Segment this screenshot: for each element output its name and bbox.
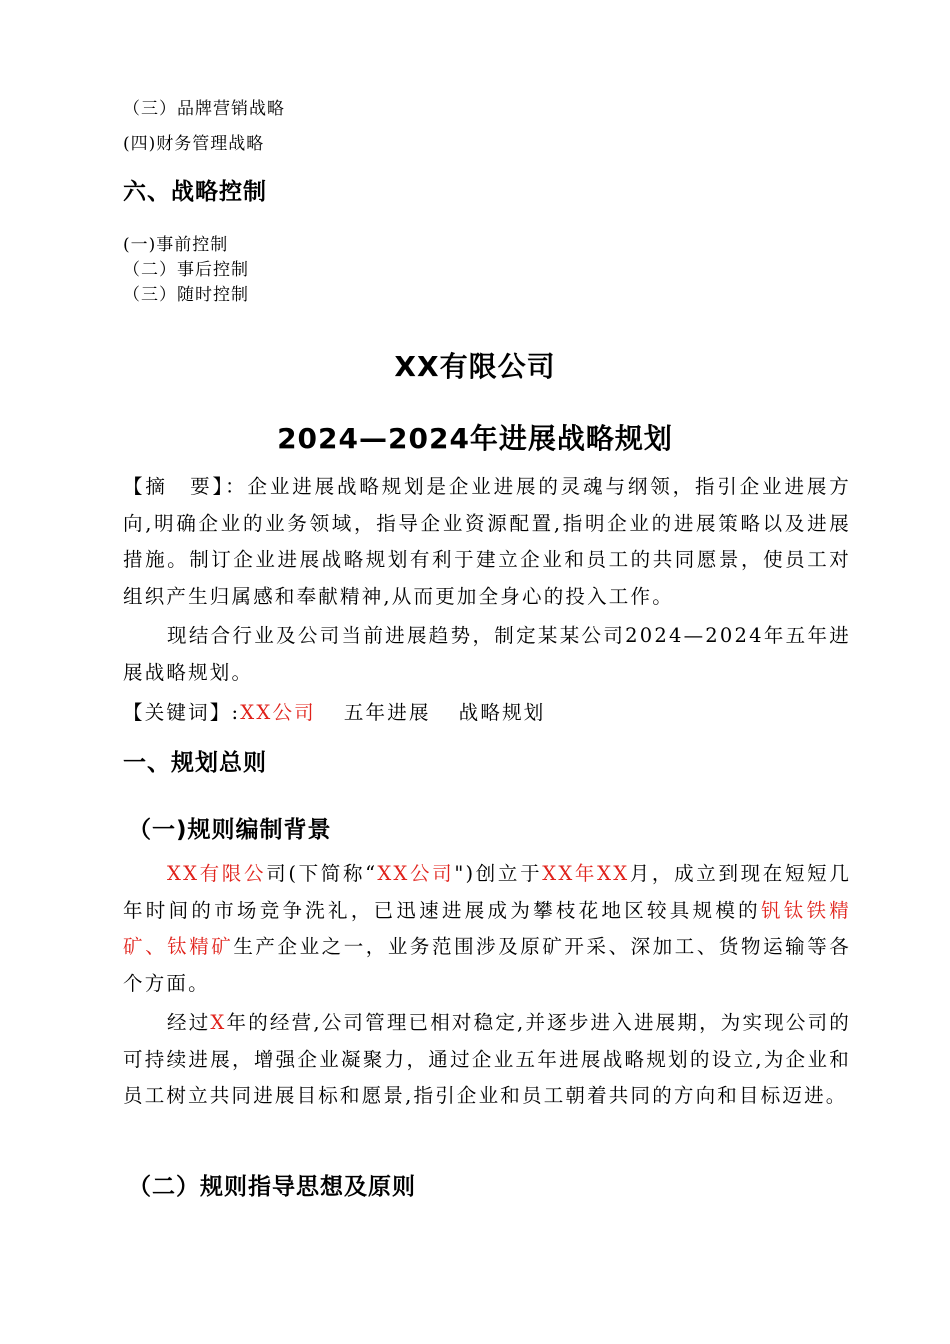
keyword-company: XX公司: [240, 701, 316, 724]
background-text-3: 月，成立到现在短短几年时间的市场竞争洗礼，已迅速进展成为攀枝花地区较具规模的: [123, 862, 852, 922]
control-item-pre: (一)事前控制: [123, 235, 229, 255]
abstract-label: 【摘 要】：: [123, 475, 248, 498]
product-names: 钒钛铁精矿、钛精矿: [123, 898, 851, 958]
control-item-post: （二）事后控制: [123, 260, 249, 280]
keyword-strategy: 战略规划: [458, 701, 546, 724]
control-item-realtime: （三）随时控制: [123, 285, 249, 305]
operation-years: X: [210, 1011, 227, 1034]
abstract-text: 企业进展战略规划是企业进展的灵魂与纲领，指引企业进展方向,明确企业的业务领域，指导企业资源配置,指明企业的进展策略以及进展措施。制订企业进展战略规划有利于建立企业和员工的共同愿景，使员工对组织产生归属感和奉献精神,从而更加全身心的投入工作。: [123, 475, 851, 608]
background-text-1: 司(下简称“: [266, 862, 378, 885]
section-heading-strategy-control: 六、战略控制: [123, 179, 267, 205]
keywords-label: 【关键词】:: [123, 701, 241, 724]
founding-date: XX年XX: [542, 862, 630, 885]
keyword-five-year: 五年进展: [343, 701, 431, 724]
subsection-heading-background: （一)规则编制背景: [128, 817, 332, 843]
background-text-2: ")创立于: [454, 862, 543, 885]
document-title-plan: 2024—2024年进展战略规划: [277, 422, 673, 455]
company-short-name: XX公司: [377, 862, 455, 885]
background-paragraph: [123, 856, 851, 1002]
company-name: XX有限公: [167, 862, 267, 885]
toc-item-financial-management: (四)财务管理战略: [123, 134, 265, 154]
toc-item-brand-marketing: （三）品牌营销战略: [123, 99, 285, 119]
operation-text-2: 年的经营,公司管理已相对稳定,并逐步进入进展期，为实现公司的可持续进展，增强企业凝聚力，通过企业五年进展战略规划的设立,为企业和员工树立共同进展目标和愿景,指引企业和员工朝着共同的方向和目标迈进。: [123, 1011, 851, 1107]
background-text-4: 生产企业之一，业务范围涉及原矿开采、深加工、货物运输等各个方面。: [123, 935, 851, 995]
operation-text-1: 经过: [167, 1011, 211, 1034]
abstract-paragraph: [123, 469, 851, 615]
operation-paragraph: [123, 1005, 851, 1115]
keywords-line: [123, 697, 545, 725]
document-title-company: XX有限公司: [394, 350, 556, 383]
subsection-heading-principles: （二）规则指导思想及原则: [128, 1174, 416, 1200]
section-heading-general: 一、规划总则: [123, 750, 267, 776]
abstract-second-paragraph: 现结合行业及公司当前进展趋势，制定某某公司2024—2024年五年进展战略规划。: [123, 624, 851, 684]
